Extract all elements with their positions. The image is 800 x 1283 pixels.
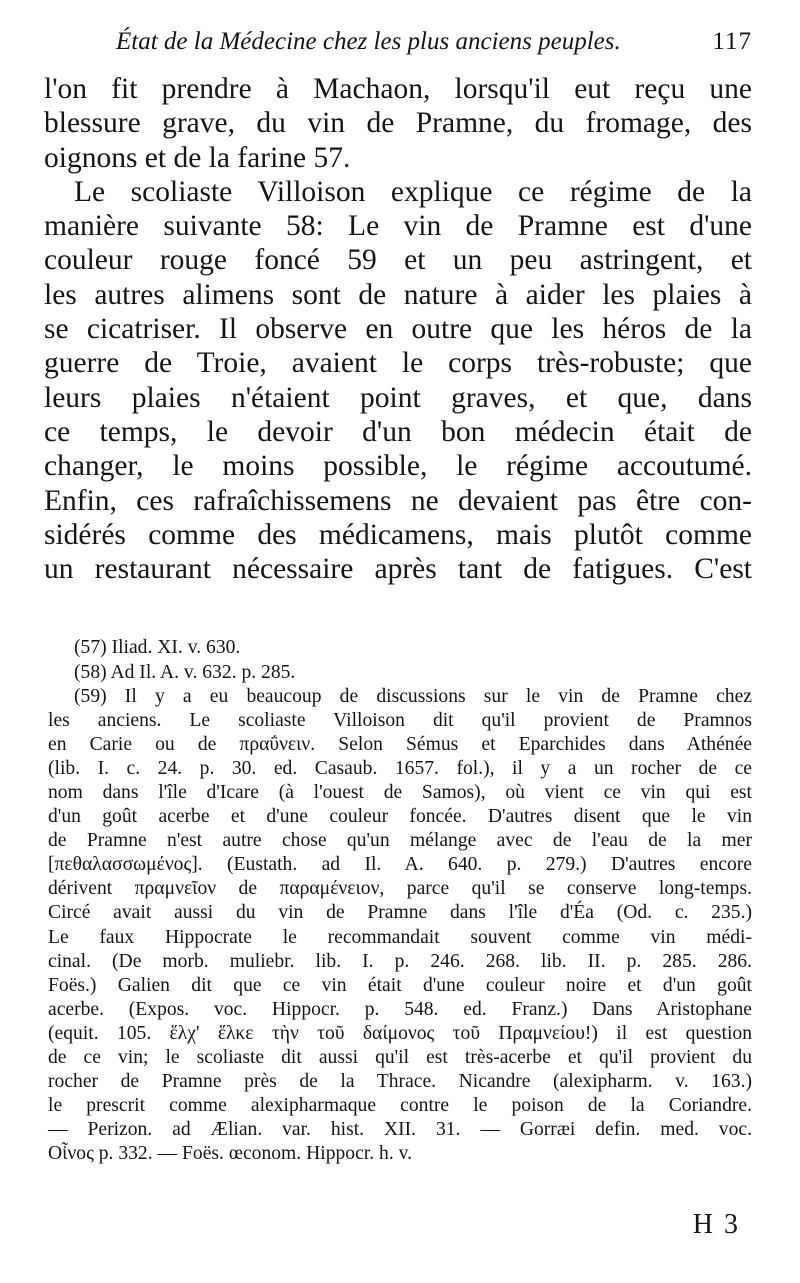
text-line: Enfin, ces rafraîchissemens ne devaient pas être con- [44, 484, 752, 517]
footnote-line: de ce vin; le scoliaste dit aussi qu'il est très-acerbe et qu'il provient du [48, 1047, 752, 1069]
text-line: Le scoliaste Villoison explique ce régime de la [74, 175, 752, 208]
text-line: couleur rouge foncé 59 et un peu astringent, et [44, 244, 752, 277]
footnote-57: (57) Iliad. XI. v. 630. [74, 637, 241, 659]
footnote-59: (59) Il y a eu beaucoup de discussions sur le vin de Pramne chez [74, 685, 752, 707]
text-line: changer, le moins possible, le régime accoutumé. [44, 450, 752, 483]
text-line: un restaurant nécessaire après tant de fatigues. C'est [44, 553, 752, 586]
footnote-line: Foës.) Galien dit que ce vin était d'une couleur noire et d'un goût [48, 974, 752, 996]
footnote-line: dérivent πραμνεῖον de παραμένειον, parce qu'il se conserve long-temps. [48, 878, 752, 900]
footnote-line: acerbe. (Expos. voc. Hippocr. p. 548. ed. Franz.) Dans Aristophane [48, 998, 752, 1020]
footnote-line: rocher de Pramne près de la Thrace. Nicandre (alexipharm. v. 163.) [48, 1071, 752, 1093]
footnote-line: (equit. 105. ἕλχ' ἕλκε τὴν τοῦ δαίμονος τοῦ Πραμνείου!) il est question [48, 1022, 752, 1044]
signature-mark: H 3 [692, 1209, 740, 1240]
footnote-line: Circé avait aussi du vin de Pramne dans l'île d'Éa (Od. c. 235.) [48, 902, 752, 924]
footnote-line: cinal. (De morb. muliebr. lib. I. p. 246. 268. lib. II. p. 285. 286. [48, 950, 752, 972]
footnotes [44, 636, 752, 1166]
footnote-line: Le faux Hippocrate le recommandait souvent comme vin médi- [48, 926, 752, 948]
running-title: État de la Médecine chez les plus anciens peuples. [116, 28, 621, 55]
text-line: guerre de Troie, avaient le corps très-robuste; que [44, 347, 752, 380]
footnote-line: nom dans l'île d'Icare (à l'ouest de Samos), où vient ce vin qui est [48, 782, 752, 804]
footnote-line: de Pramne n'est autre chose qu'un mélange avec de l'eau de la mer [48, 830, 752, 852]
footnote-line: Οἶνος p. 332. — Foës. œconom. Hippocr. h. v. [48, 1143, 413, 1165]
footnote-line: — Perizon. ad Ælian. var. hist. XII. 31. — Gorræi defin. med. voc. [48, 1119, 752, 1141]
page-number: 117 [712, 28, 752, 55]
text-line: sidérés comme des médicamens, mais plutôt comme [44, 518, 752, 551]
footnote-line: le prescrit comme alexipharmaque contre le poison de la Coriandre. [48, 1095, 752, 1117]
text-line: manière suivante 58: Le vin de Pramne est d'une [44, 210, 752, 243]
running-head [44, 28, 752, 72]
footnote-line: (lib. I. c. 24. p. 30. ed. Casaub. 1657. fol.), il y a un rocher de ce [48, 757, 752, 779]
text-line: les autres alimens sont de nature à aider les plaies à [44, 278, 752, 311]
footnote-line: les anciens. Le scoliaste Villoison dit qu'il provient de Pramnos [48, 709, 752, 731]
footnote-line: [πεθαλασσωμένος]. (Eustath. ad Il. A. 640. p. 279.) D'autres encore [48, 854, 752, 876]
text-line: ce temps, le devoir d'un bon médecin était de [44, 415, 752, 448]
text-line: blessure grave, du vin de Pramne, du fromage, des [44, 107, 752, 140]
text-line: l'on fit prendre à Machaon, lorsqu'il eut reçu une [44, 73, 752, 105]
text-line: se cicatriser. Il observe en outre que les héros de la [44, 313, 752, 346]
text-line: leurs plaies n'étaient point graves, et que, dans [44, 381, 752, 414]
footnote-58: (58) Ad Il. A. v. 632. p. 285. [74, 661, 296, 683]
footnote-line: en Carie ou de πραΰνειν. Selon Sémus et Eparchides dans Athénée [48, 733, 752, 755]
footnote-line: d'un goût acerbe et d'une couleur foncée. D'autres disent que le vin [48, 806, 752, 828]
text-line: oignons et de la farine 57. [44, 141, 351, 174]
main-text [44, 72, 752, 586]
